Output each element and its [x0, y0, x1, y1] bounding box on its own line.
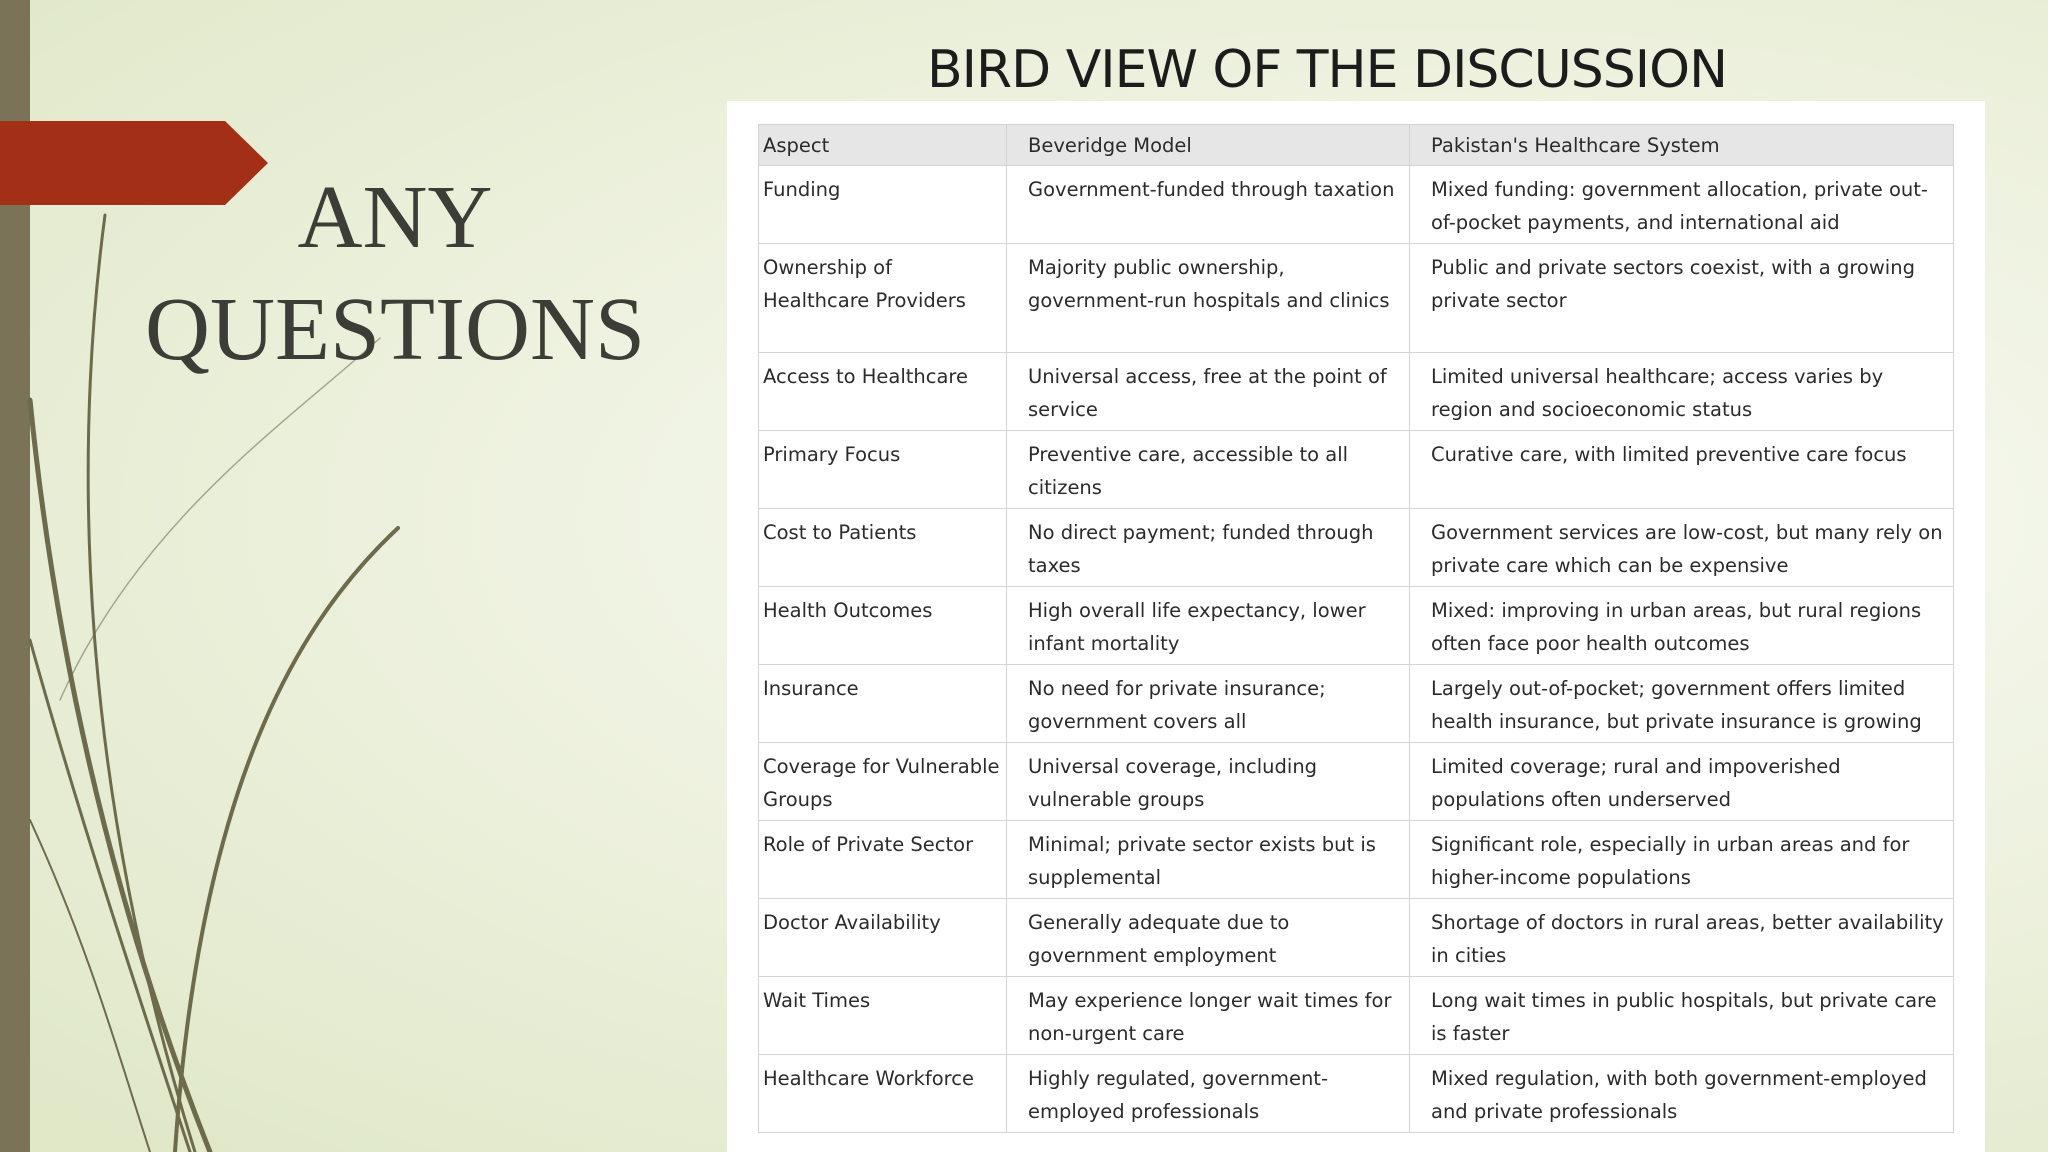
- beveridge-cell: Majority public ownership, government-run hospitals and clinics: [1007, 244, 1410, 353]
- aspect-cell: Primary Focus: [759, 431, 1007, 509]
- aspect-cell: Coverage for Vulnerable Groups: [759, 743, 1007, 821]
- pakistan-cell: Mixed regulation, with both government-employed and private professionals: [1410, 1055, 1954, 1133]
- header-pakistan-system: Pakistan's Healthcare System: [1410, 125, 1954, 166]
- pakistan-cell: Public and private sectors coexist, with a growing private sector: [1410, 244, 1954, 353]
- beveridge-cell: Preventive care, accessible to all citizens: [1007, 431, 1410, 509]
- beveridge-cell: No need for private insurance; government covers all: [1007, 665, 1410, 743]
- table-row: [759, 244, 1954, 353]
- aspect-cell: Doctor Availability: [759, 899, 1007, 977]
- beveridge-cell: Universal access, free at the point of service: [1007, 353, 1410, 431]
- beveridge-cell: May experience longer wait times for non-urgent care: [1007, 977, 1410, 1055]
- header-aspect: Aspect: [759, 125, 1007, 166]
- comparison-table: [758, 124, 1954, 1133]
- pakistan-cell: Shortage of doctors in rural areas, better availability in cities: [1410, 899, 1954, 977]
- aspect-cell: Wait Times: [759, 977, 1007, 1055]
- table-row: [759, 665, 1954, 743]
- aspect-cell: Access to Healthcare: [759, 353, 1007, 431]
- pakistan-cell: Limited coverage; rural and impoverished populations often underserved: [1410, 743, 1954, 821]
- pakistan-cell: Largely out-of-pocket; government offers limited health insurance, but private insurance is growing: [1410, 665, 1954, 743]
- table-header-row: [759, 125, 1954, 166]
- pakistan-cell: Long wait times in public hospitals, but private care is faster: [1410, 977, 1954, 1055]
- aspect-cell: Health Outcomes: [759, 587, 1007, 665]
- beveridge-cell: Universal coverage, including vulnerable groups: [1007, 743, 1410, 821]
- pakistan-cell: Limited universal healthcare; access varies by region and socioeconomic status: [1410, 353, 1954, 431]
- beveridge-cell: High overall life expectancy, lower infant mortality: [1007, 587, 1410, 665]
- table-row: [759, 977, 1954, 1055]
- aspect-cell: Insurance: [759, 665, 1007, 743]
- pakistan-cell: Significant role, especially in urban areas and for higher-income populations: [1410, 821, 1954, 899]
- aspect-cell: Role of Private Sector: [759, 821, 1007, 899]
- beveridge-cell: No direct payment; funded through taxes: [1007, 509, 1410, 587]
- aspect-cell: Ownership of Healthcare Providers: [759, 244, 1007, 353]
- pakistan-cell: Mixed: improving in urban areas, but rural regions often face poor health outcomes: [1410, 587, 1954, 665]
- aspect-cell: Funding: [759, 166, 1007, 244]
- table-row: [759, 899, 1954, 977]
- aspect-cell: Cost to Patients: [759, 509, 1007, 587]
- table-row: [759, 1055, 1954, 1133]
- pakistan-cell: Curative care, with limited preventive care focus: [1410, 431, 1954, 509]
- title-line-1: ANY: [297, 168, 493, 267]
- beveridge-cell: Generally adequate due to government employment: [1007, 899, 1410, 977]
- aspect-cell: Healthcare Workforce: [759, 1055, 1007, 1133]
- any-questions-title: [105, 162, 685, 386]
- title-line-2: QUESTIONS: [144, 280, 645, 379]
- beveridge-cell: Highly regulated, government-employed professionals: [1007, 1055, 1410, 1133]
- table-row: [759, 509, 1954, 587]
- pakistan-cell: Government services are low-cost, but many rely on private care which can be expensive: [1410, 509, 1954, 587]
- table-row: [759, 587, 1954, 665]
- beveridge-cell: Minimal; private sector exists but is supplemental: [1007, 821, 1410, 899]
- pakistan-cell: Mixed funding: government allocation, private out-of-pocket payments, and international aid: [1410, 166, 1954, 244]
- header-beveridge-model: Beveridge Model: [1007, 125, 1410, 166]
- beveridge-cell: Government-funded through taxation: [1007, 166, 1410, 244]
- table-row: [759, 743, 1954, 821]
- table-row: [759, 431, 1954, 509]
- slide-heading: BIRD VIEW OF THE DISCUSSION: [927, 40, 1727, 100]
- table-row: [759, 166, 1954, 244]
- table-row: [759, 353, 1954, 431]
- table-row: [759, 821, 1954, 899]
